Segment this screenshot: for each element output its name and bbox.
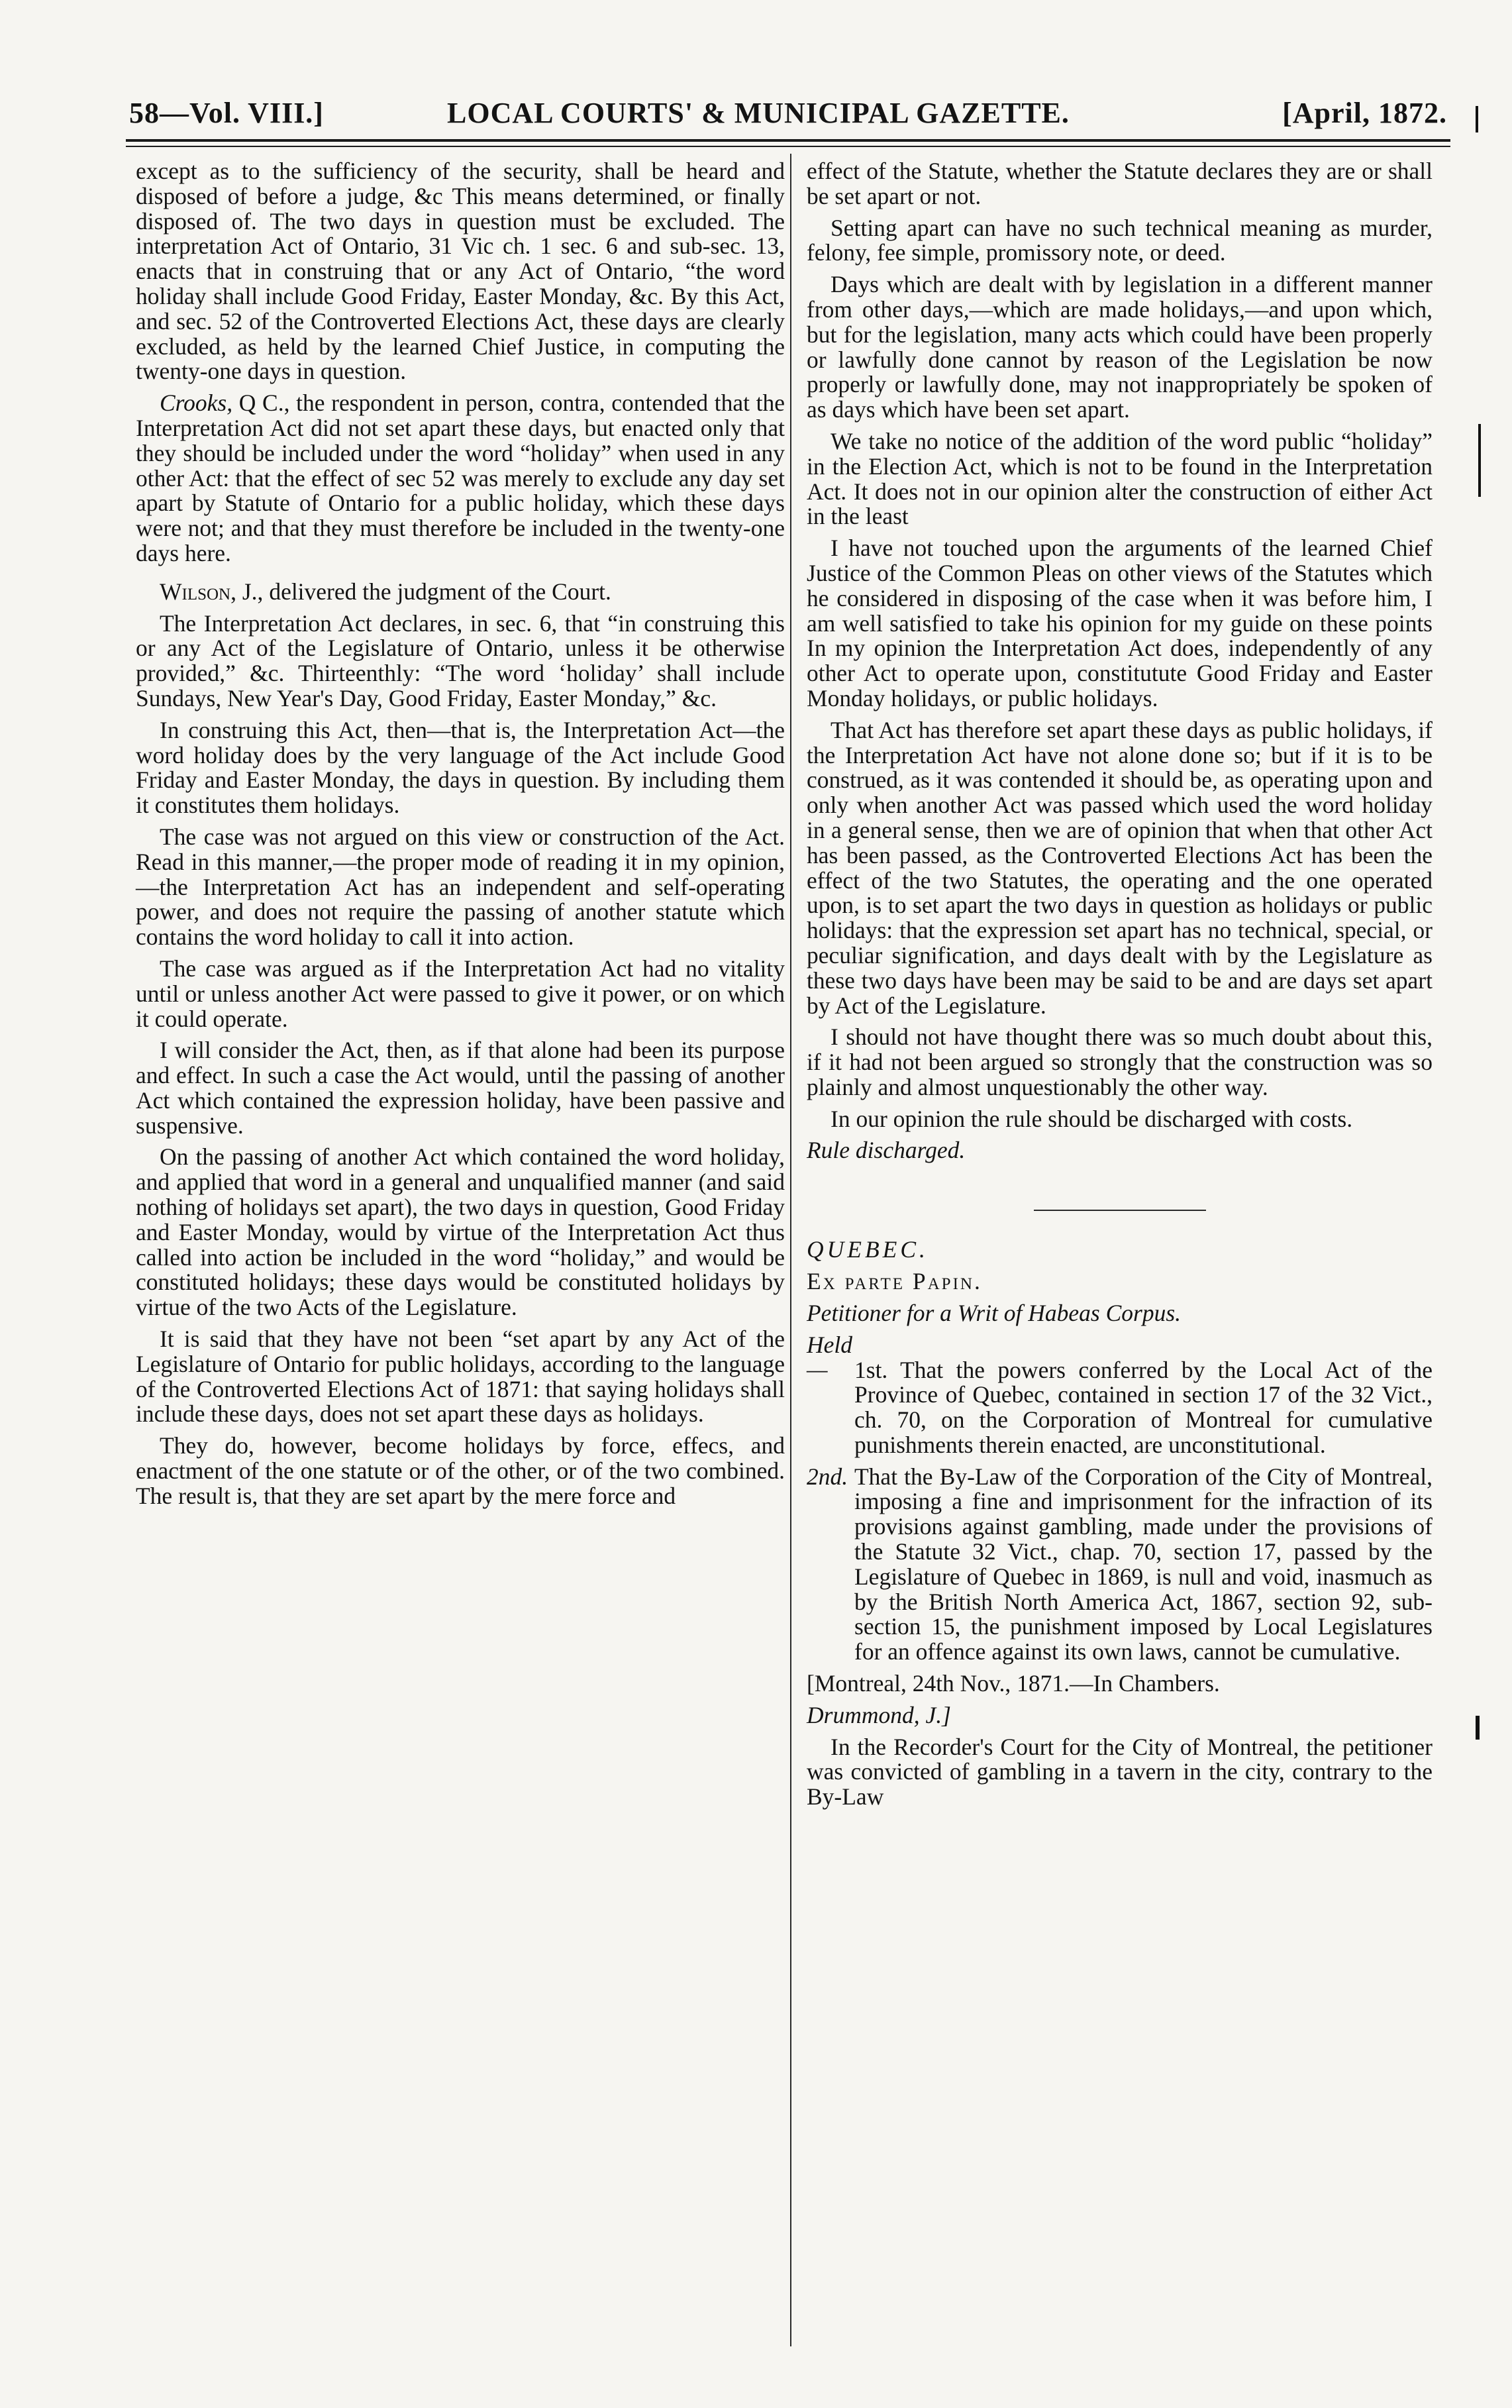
- paragraph: I have not touched upon the arguments of the learned Chief Justice of the Common Pleas on other views of the Statutes which he considered in disposing of the case when it was before him, I am well satisfied to take his opinion for my guide on these points In my opinion the Interpretation Act does, independently of any other Act to operate upon, constitutute Good Friday and Easter Monday holidays, or public holidays.: [807, 535, 1433, 711]
- paragraph: In our opinion the rule should be discharged with costs.: [831, 1105, 1353, 1132]
- paragraph: I will consider the Act, then, as if that alone had been its purpose and effect. In such a case the Act would, until the passing of another Act which contained the expression holiday, have been passive and suspensive.: [136, 1037, 785, 1139]
- left-column: [136, 159, 785, 1516]
- headnote-label: 2nd.: [807, 1463, 848, 1490]
- paragraph: The Interpretation Act declares, in sec. 6, that “in construing this or any Act of the Legislature of Ontario, unless it be otherwise provided,” &c. Thirteenthly: “The word ‘holiday’ shall include Sundays, New Year's Day, Good Friday, Easter Monday,” &c.: [136, 609, 785, 711]
- headnote-item: [807, 1333, 1433, 1458]
- headnote-label: Held—: [807, 1331, 853, 1383]
- column-divider: [790, 154, 791, 2346]
- headnote-item: [807, 1465, 1433, 1665]
- right-column: [807, 159, 1433, 1816]
- section-title: QUEBEC.: [807, 1236, 929, 1263]
- page-header: [129, 89, 1447, 136]
- judge: Drummond, J.]: [807, 1701, 951, 1728]
- paragraph: On the passing of another Act which contained the word holiday, and applied that word in a general and unqualified manner (and said nothing of holidays set apart), the two days in question, Good Friday and Easter Monday, would by virtue of the Interpretation Act thus called into action be included in the word “holiday,” and would be constituted holidays; these days would be constituted holidays by virtue of the two Acts of the Legislature.: [136, 1143, 785, 1321]
- page-number-volume: 58—Vol. VIII.]: [129, 97, 324, 129]
- case-subtitle: Petitioner for a Writ of Habeas Corpus.: [807, 1299, 1182, 1326]
- paragraph: The case was not argued on this view or construction of the Act. Read in this manner,—the proper mode of reading it in my opinion,—the Interpretation Act has an independent and self-operating power, and does not require the passing of another statute which contains the word holiday to call it into action.: [136, 823, 785, 951]
- headnote-text: That the By-Law of the Corporation of the City of Montreal, imposing a fine and imprisonment for the infraction of its provisions against gambling, made under the provisions of the Statute 32 Vict., chap. 70, section 17, passed by the Legislature of Quebec in 1869, is null and void, inasmuch as by the British North America Act, 1867, section 92, sub-section 15, the punishment imposed by Local Legislatures for an offence against its own laws, cannot be cumulative.: [854, 1463, 1433, 1665]
- paragraph: They do, however, become holidays by force, effecs, and enactment of the one statute or of the other, or of the two combined. The result is, that they are set apart by the mere force and: [136, 1432, 785, 1509]
- paragraph: Days which are dealt with by legislation in a different manner from other days,—which are made holidays,—and upon which, but for the legislation, many acts which could have been properly or lawfully done cannot by reason of the Legislation be now properly or lawfully done, may not inappropriately be spoken of as days which have been set apart.: [807, 271, 1433, 423]
- counsel-name: Crooks,: [160, 390, 233, 417]
- headnote-text: 1st. That the powers conferred by the Local Act of the Province of Quebec, contained in section 17 of the 32 Vict., ch. 70, on the Corporation of Montreal for cumulative punishments therein enacted, are unconstitutional.: [854, 1356, 1433, 1458]
- paragraph: [136, 580, 785, 605]
- paragraph: We take no notice of the addition of the word public “holiday” in the Election Act, which is not to be found in the Interpretation Act. It does not in our opinion alter the construction of either Act in the least: [807, 427, 1433, 530]
- paragraph: effect of the Statute, whether the Statute declares they are or shall be set apart or not.: [807, 158, 1433, 209]
- margin-mark: [1476, 1716, 1480, 1740]
- paragraph-text: Q C., the respondent in person, contra, contended that the Interpretation Act did not set apart these days, but enacted only that they should be included under the word “holiday” when used in any other Act: that the effect of sec 52 was merely to exclude any day set apart by Statute of Ontario for a public holiday, which these days were not; and that they must therefore be included in the twenty-one days here.: [136, 390, 785, 566]
- paragraph: Setting apart can have no such technical meaning as murder, felony, fee simple, promissory note, or deed.: [807, 214, 1433, 266]
- margin-mark: [1476, 106, 1478, 132]
- place-date: [Montreal, 24th Nov., 1871.—In Chambers.: [807, 1670, 1220, 1697]
- case-title: Ex parte Papin.: [807, 1268, 982, 1295]
- publication-title: LOCAL COURTS' & MUNICIPAL GAZETTE.: [447, 97, 1070, 129]
- judge-name: Wilson, J.,: [160, 578, 264, 605]
- issue-date: [April, 1872.: [1282, 97, 1447, 129]
- paragraph-text: delivered the judgment of the Court.: [263, 578, 611, 605]
- paragraph: That Act has therefore set apart these days as public holidays, if the Interpretation Act have not alone done so; but if it is to be construed, as it was contended it should be, as operating upon and only when another Act was passed which used the word holiday in a general sense, then we are of opinion that when that other Act has been passed, as the Controverted Elections Act has been the effect of the two Statutes, the operating and the one operated upon, is to set apart the two days in question as holidays or public holidays: that the expression set apart has no technical, special, or peculiar signification, and days dealt with by the Legislature as these two days have been may be said to be and are days set apart by Act of the Legislature.: [807, 716, 1433, 1019]
- paragraph: [136, 391, 785, 566]
- header-rule-thick: [126, 139, 1450, 142]
- paragraph: It is said that they have not been “set apart by any Act of the Legislature of Ontario for public holidays, according to the language of the Controverted Elections Act of 1871: that saying holidays shall include these days, does not set apart these days as holidays.: [136, 1326, 785, 1428]
- header-rule-thin: [126, 146, 1450, 147]
- paragraph: I should not have thought there was so much doubt about this, if it had not been argued so strongly that the construction was so plainly and almost unquestionably the other way.: [807, 1023, 1433, 1100]
- paragraph: In the Recorder's Court for the City of Montreal, the petitioner was convicted of gambling in a tavern in the city, contrary to the By-Law: [807, 1733, 1433, 1810]
- paragraph: The case was argued as if the Interpretation Act had no vitality until or unless another Act were passed to give it power, or on which it could operate.: [136, 955, 785, 1032]
- paragraph: In construing this Act, then—that is, the Interpretation Act—the word holiday does by the very language of the Act include Good Friday and Easter Monday, the days in question. By including them it constitutes them holidays.: [136, 716, 785, 819]
- paragraph: except as to the sufficiency of the security, shall be heard and disposed of before a judge, &c This means determined, or finally disposed of. The two days in question must be excluded. The interpretation Act of Ontario, 31 Vic ch. 1 sec. 6 and sub-sec. 13, enacts that in construing that or any Act of Ontario, “the word holiday shall include Good Friday, Easter Monday, &c. By this Act, and sec. 52 of the Controverted Elections Act, these days are clearly excluded, as held by the learned Chief Justice, in computing the twenty-one days in question.: [136, 158, 785, 385]
- rule-discharged: Rule discharged.: [807, 1137, 966, 1164]
- section-divider: [1034, 1210, 1206, 1211]
- margin-mark: [1478, 424, 1481, 497]
